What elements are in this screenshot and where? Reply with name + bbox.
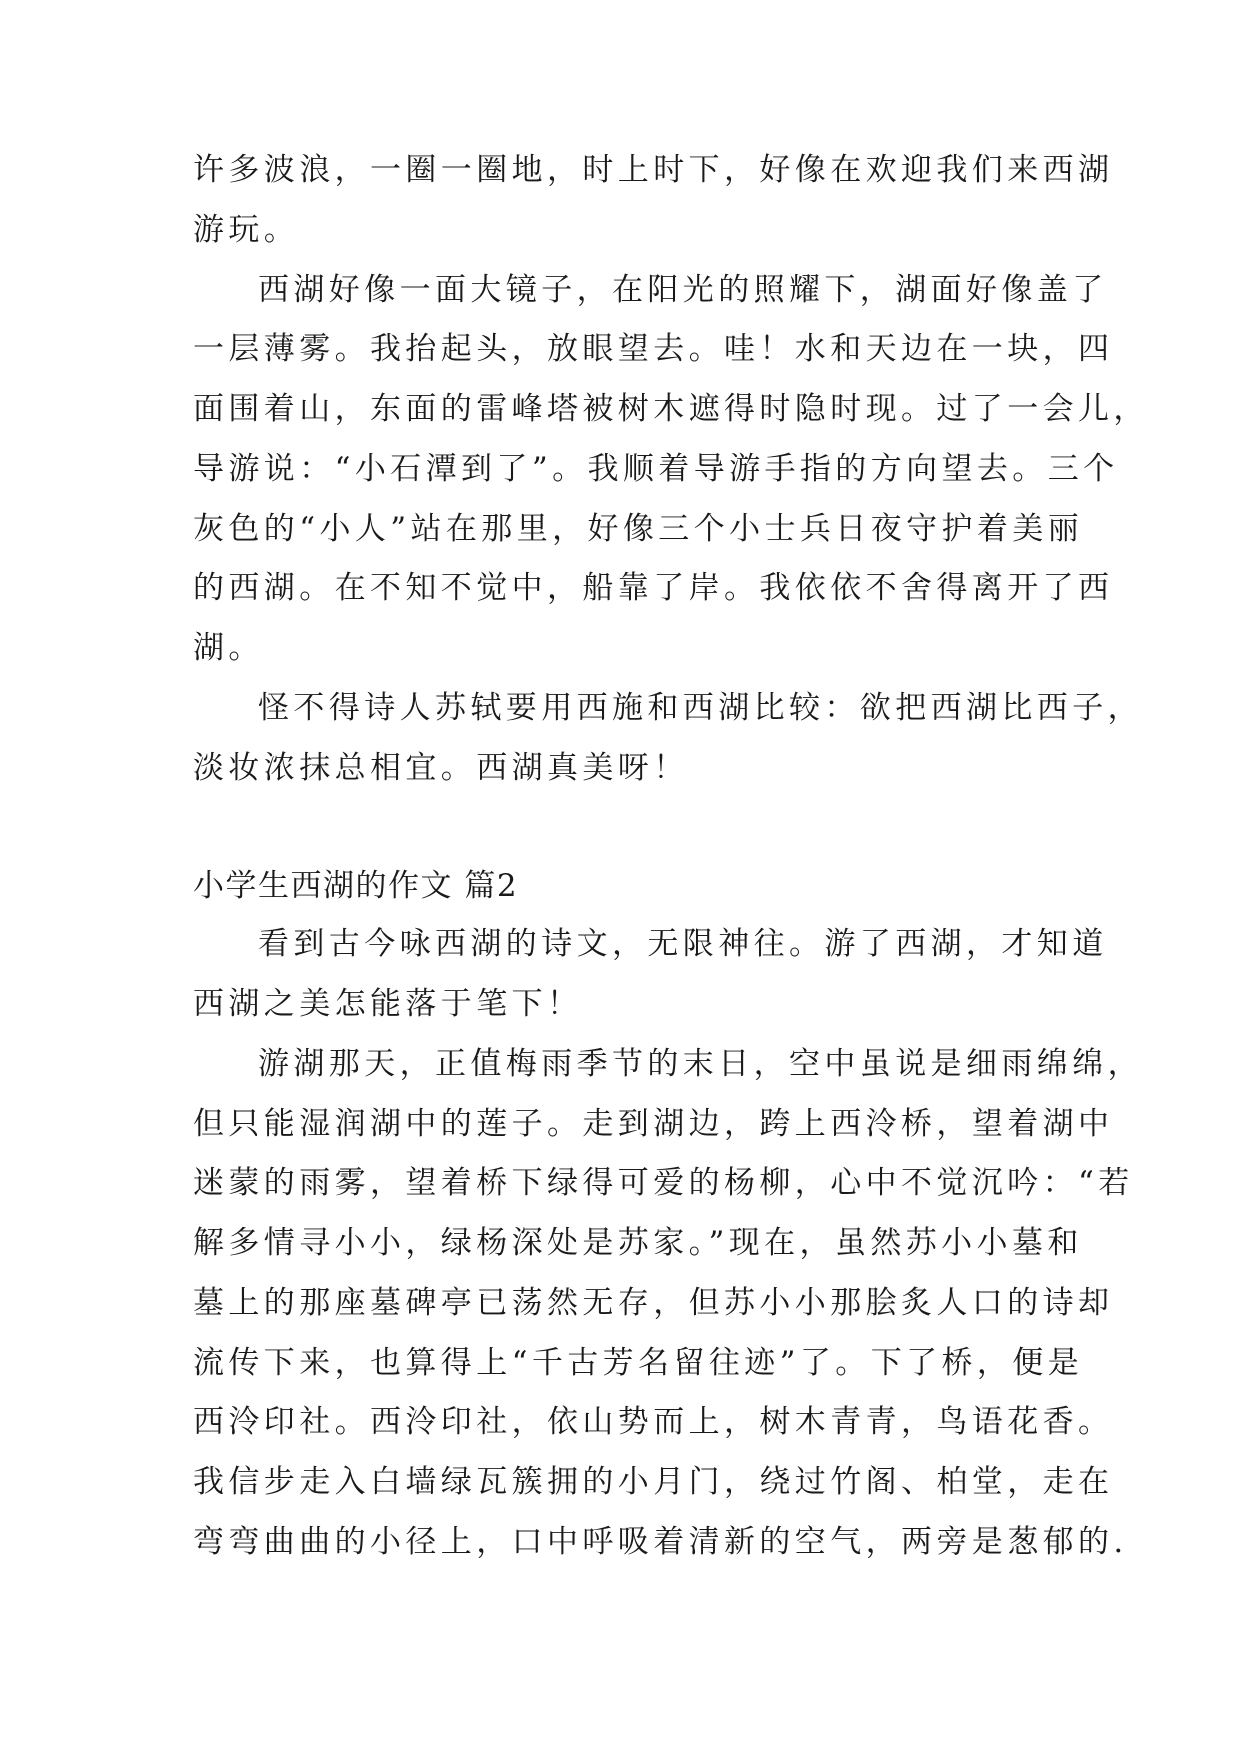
text-line: 游玩。	[193, 212, 300, 248]
text-line: 导游说：“小石潭到了”。我顺着导游手指的方向望去。三个	[193, 451, 1119, 487]
text-line: 的西湖。在不知不觉中，船靠了岸。我依依不舍得离开了西	[193, 570, 1114, 606]
text-line: 我信步走入白墙绿瓦簇拥的小月门，绕过竹阁、柏堂，走在	[193, 1464, 1114, 1500]
text-line: 西湖之美怎能落于笔下！	[193, 986, 583, 1022]
text-line: 淡妆浓抹总相宜。西湖真美呀！	[193, 750, 689, 786]
text-line: 但只能湿润湖中的莲子。走到湖边，跨上西泠桥，望着湖中	[193, 1106, 1114, 1142]
section-heading: 小学生西湖的作文 篇2	[193, 868, 519, 904]
text-line: 墓上的那座墓碑亭已荡然无存，但苏小小那脍炙人口的诗却	[193, 1285, 1114, 1321]
text-line: 灰色的“小人”站在那里，好像三个小士兵日夜守护着美丽	[193, 511, 1084, 547]
text-line: 弯弯曲曲的小径上，口中呼吸着清新的空气，两旁是葱郁的.	[193, 1524, 1128, 1560]
text-line: 许多波浪，一圈一圈地，时上时下，好像在欢迎我们来西湖	[193, 152, 1114, 188]
text-line: 面围着山，东面的雷峰塔被树木遮得时隐时现。过了一会儿，	[193, 391, 1149, 427]
text-line: 流传下来，也算得上“千古芳名留往迹”了。下了桥，便是	[193, 1345, 1084, 1381]
paragraph-start-line: 西湖好像一面大镜子，在阳光的照耀下，湖面好像盖了	[258, 272, 1108, 308]
paragraph-start-line: 游湖那天，正值梅雨季节的末日，空中虽说是细雨绵绵，	[258, 1046, 1143, 1082]
text-line: 湖。	[193, 630, 264, 666]
paragraph-start-line: 看到古今咏西湖的诗文，无限神往。游了西湖，才知道	[258, 926, 1108, 962]
text-line: 解多情寻小小，绿杨深处是苏家。”现在，虽然苏小小墓和	[193, 1225, 1083, 1261]
text-line: 一层薄雾。我抬起头，放眼望去。哇！水和天边在一块，四	[193, 331, 1114, 367]
text-line: 西泠印社。西泠印社，依山势而上，树木青青，鸟语花香。	[193, 1404, 1114, 1440]
text-line: 迷蒙的雨雾，望着桥下绿得可爱的杨柳，心中不觉沉吟：“若	[193, 1165, 1134, 1201]
paragraph-start-line: 怪不得诗人苏轼要用西施和西湖比较：欲把西湖比西子，	[258, 690, 1143, 726]
